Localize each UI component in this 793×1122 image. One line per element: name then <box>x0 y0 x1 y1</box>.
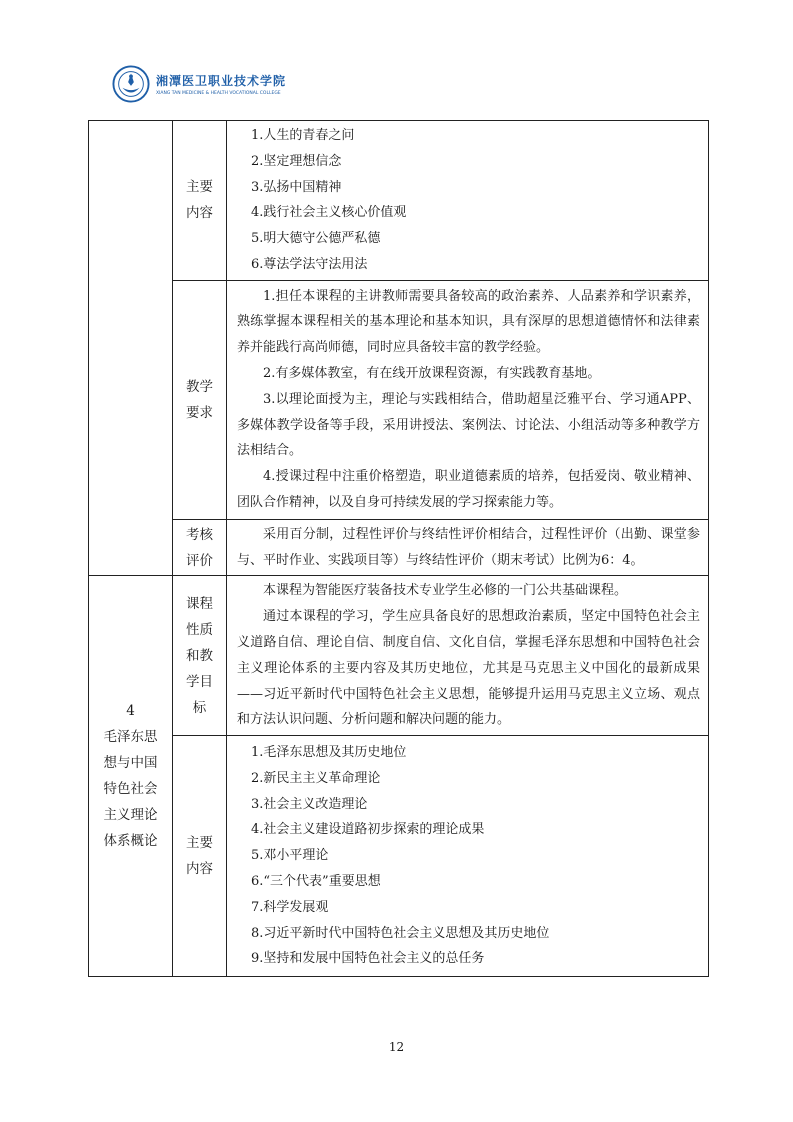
list-item: 2.坚定理想信念 <box>251 153 342 169</box>
list-item: 6.“三个代表”重要思想 <box>251 874 381 890</box>
school-logo <box>112 62 286 106</box>
list-item: 7.科学发展观 <box>251 899 329 915</box>
assessment-text <box>227 519 709 576</box>
row-label-main-content: 主要 内容 <box>173 121 227 281</box>
page-number: 12 <box>388 1040 405 1054</box>
list-item: 8.习近平新时代中国特色社会主义思想及其历史地位 <box>251 925 550 941</box>
list-item: 1.毛泽东思想及其历史地位 <box>251 745 407 761</box>
school-emblem-icon <box>112 65 150 103</box>
paragraph: 采用百分制，过程性评价与终结性评价相结合，过程性评价（出勤、课堂参与、平时作业、实践项目等）与终结性评价（期末考试）比例为6：4。 <box>237 526 700 568</box>
paragraph: 本课程为智能医疗装备技术专业学生必修的一门公共基础课程。 <box>263 583 628 599</box>
paragraph: 4.授课过程中注重价格塑造，职业道德素质的培养，包括爱岗、敬业精神、团队合作精神，以及自身可持续发展的学习探索能力等。 <box>237 469 700 511</box>
teaching-requirements-text <box>227 280 709 519</box>
paragraph: 通过本课程的学习，学生应具备良好的思想政治素质，坚定中国特色社会主义道路自信、理论自信、制度自信、文化自信，掌握毛泽东思想和中国特色社会主义理论体系的主要内容及其历史地位，尤其是马克思主义中国化的最新成果——习近平新时代中国特色社会主义思想，能够提升运用马克思主义立场、观点和方法认识问题、分析问题和解决问题的能力。 <box>237 609 700 728</box>
list-item: 5.明大德守公德严私德 <box>251 231 381 247</box>
paragraph: 1.担任本课程的主讲教师需要具备较高的政治素养、人品素养和学识素养，熟练掌握本课程相关的基本理论和基本知识，具有深厚的思想道德情怀和法律素养并能践行高尚师德，同时应具备较丰富的教学经验。 <box>237 288 700 356</box>
school-name-en: XIANG TAN MEDICINE & HEALTH VOCATIONAL COLLEGE <box>156 91 281 96</box>
main-content-list-4 <box>227 736 709 977</box>
course-name-cell: 4 毛泽东思 想与中国 特色社会 主义理论 体系概论 <box>89 576 173 977</box>
table-row <box>89 280 709 519</box>
course-nature-text <box>227 576 709 736</box>
list-item: 4.践行社会主义核心价值观 <box>251 205 407 221</box>
list-item: 3.弘扬中国精神 <box>251 179 342 195</box>
row-label-teaching-requirements: 教学 要求 <box>173 280 227 519</box>
course-number: 4 <box>126 703 135 720</box>
table-row <box>89 519 709 576</box>
paragraph: 2.有多媒体教室，有在线开放课程资源，有实践教育基地。 <box>263 366 601 382</box>
list-item: 4.社会主义建设道路初步探索的理论成果 <box>251 822 485 838</box>
list-item: 2.新民主主义革命理论 <box>251 770 381 786</box>
row-label-main-content-4: 主要 内容 <box>173 736 227 977</box>
paragraph: 3.以理论面授为主，理论与实践相结合，借助超星泛雅平台、学习通APP、多媒体教学设备等手段，采用讲授法、案例法、讨论法、小组活动等多种教学方法相结合。 <box>237 391 700 459</box>
list-item: 9.坚持和发展中国特色社会主义的总任务 <box>251 951 485 967</box>
course-cell-prev <box>89 121 173 576</box>
list-item: 5.邓小平理论 <box>251 848 329 864</box>
table-row <box>89 576 709 736</box>
course-table <box>88 120 709 977</box>
school-name-cn: 湘潭医卫职业技术学院 <box>156 74 287 88</box>
main-content-list <box>227 121 709 281</box>
row-label-course-nature: 课程 性质 和教 学目 标 <box>173 576 227 736</box>
table-row <box>89 736 709 977</box>
list-item: 1.人生的青春之问 <box>251 128 355 143</box>
table-row <box>89 121 709 281</box>
list-item: 3.社会主义改造理论 <box>251 796 368 812</box>
list-item: 6.尊法学法守法用法 <box>251 256 368 272</box>
row-label-assessment: 考核 评价 <box>173 519 227 576</box>
